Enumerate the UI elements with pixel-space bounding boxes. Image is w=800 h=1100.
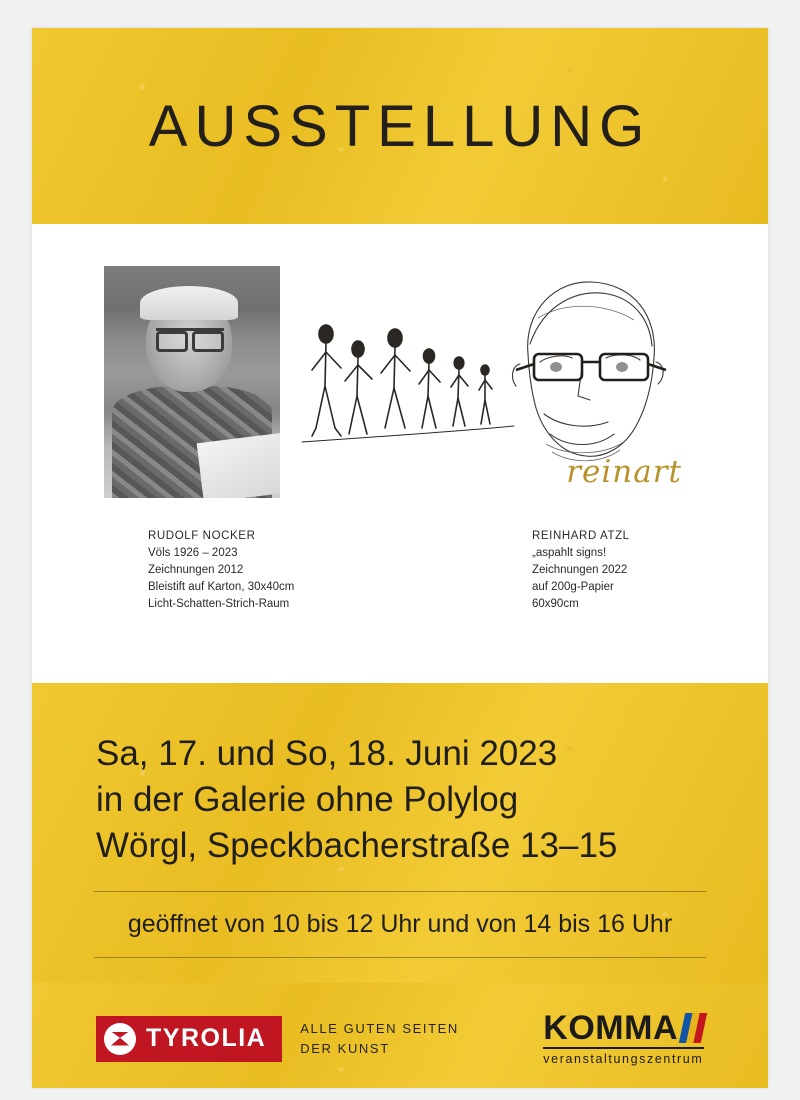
komma-underline (543, 1047, 704, 1049)
sponsor-footer-band (32, 983, 768, 1088)
sketch-reinhard-atzl (486, 258, 696, 510)
pencil-figures-drawing (300, 314, 516, 464)
caption-line: auf 200g-Papier (532, 581, 614, 593)
poster-header-band (32, 28, 768, 224)
event-date: Sa, 17. und So, 18. Juni 2023 (96, 734, 558, 773)
komma-flag-icon (679, 1013, 707, 1043)
divider-top (94, 891, 706, 892)
event-venue: in der Galerie ohne Polylog (96, 780, 519, 819)
tyrolia-claim (300, 1019, 543, 1059)
artist-signature: reinart (566, 454, 682, 490)
tyrolia-wordmark: TYROLIA (146, 1024, 267, 1052)
caption-line: Zeichnungen 2022 (532, 564, 628, 576)
page-title: AUSSTELLUNG (148, 93, 652, 159)
claim-line-1: ALLE GUTEN SEITEN (300, 1020, 459, 1036)
photo-hat (140, 286, 238, 320)
figures-svg (300, 314, 516, 464)
komma-subtitle: veranstaltungszentrum (543, 1052, 704, 1066)
komma-wordmark: KOMMA (543, 1009, 678, 1047)
komma-logo (543, 1011, 704, 1066)
komma-top-row (543, 1011, 704, 1045)
caption-line: „aspahlt signs! (532, 547, 607, 559)
artwork-area (32, 258, 768, 683)
caption-line: Licht-Schatten-Strich-Raum (148, 598, 290, 610)
photo-paper-sheet (197, 433, 280, 498)
event-address: Wörgl, Speckbacherstraße 13–15 (96, 826, 618, 865)
caption-line: Zeichnungen 2012 (148, 564, 244, 576)
sponsor-logos (96, 1011, 704, 1066)
event-info-lines (32, 683, 768, 869)
tyrolia-mark-icon (104, 1023, 136, 1055)
opening-hours: geöffnet von 10 bis 12 Uhr und von 14 bis 16 Uhr (127, 910, 673, 938)
tyrolia-logo (96, 1016, 282, 1062)
photo-rudolf-nocker (104, 266, 280, 498)
exhibition-poster (32, 28, 768, 1088)
caption-name: REINHARD ATZL (532, 530, 630, 542)
caption-line: Völs 1926 – 2023 (148, 547, 238, 559)
caption-name: RUDOLF NOCKER (148, 530, 256, 542)
event-info-band (32, 683, 768, 983)
divider-bottom (94, 957, 706, 958)
caption-rudolf-nocker (148, 528, 294, 613)
artwork-row (104, 258, 696, 526)
caption-reinhard-atzl (532, 528, 630, 613)
claim-line-2: DER KUNST (300, 1040, 390, 1056)
captions-row (104, 528, 696, 648)
photo-glasses (156, 328, 224, 347)
caption-line: 60x90cm (532, 598, 579, 610)
caption-line: Bleistift auf Karton, 30x40cm (148, 581, 295, 593)
